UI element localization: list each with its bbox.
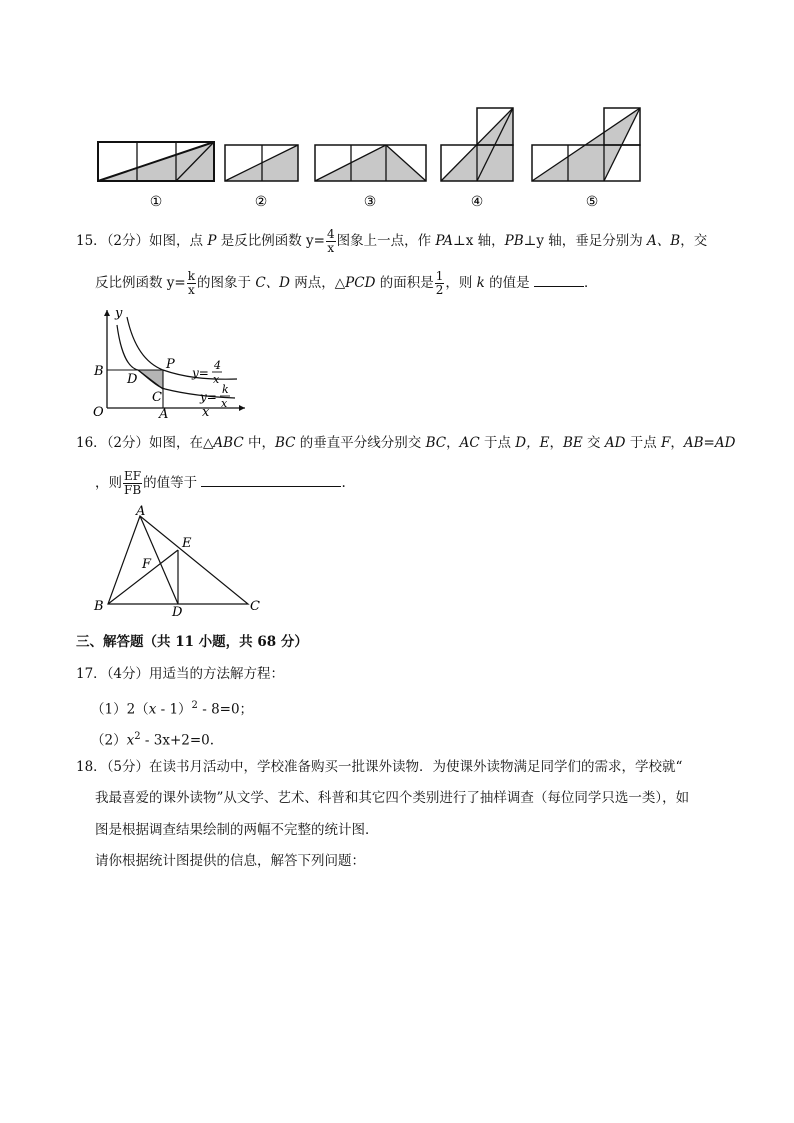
q16-label-a: A [136, 504, 146, 519]
q18-line4: 请你根据统计图提供的信息，解答下列问题： [95, 853, 365, 869]
q16-figure [88, 502, 268, 620]
figure-4 [441, 108, 513, 181]
q15-fraction-k-over-x: $\frac{k}{x}$ [187, 269, 196, 297]
q18-line1: 18．（5分）在读书月活动中，学校准备购买一批课外读物．为使课外读物满足同学们的需求，学校就“ [76, 759, 683, 775]
q15-curve1-den: x [213, 373, 220, 386]
section-3-title: 三、解答题（共 11 小题，共 68 分） [76, 634, 308, 650]
q16-label-c: C [250, 599, 260, 614]
q17-stem: 17．（4分）用适当的方法解方程： [76, 666, 285, 682]
figure-5 [532, 108, 640, 181]
q15-line2: 反比例函数 y= $\frac{k}{x}$ 的图象于 C、D 两点，△PCD 的面积是 $\frac{1}{2}$ ，则 k 的值是 ． [95, 269, 598, 297]
caption-3: ③ [363, 194, 377, 210]
q15-label-b: B [94, 364, 104, 379]
q16-line1: 16．（2分）如图，在△ABC 中，BC 的垂直平分线分别交 BC，AC 于点 D，E，BE 交 AD 于点 F，AB=AD [76, 435, 736, 451]
q16-answer-blank[interactable] [201, 472, 341, 487]
q17-item-1: （1）2（x - 1）$^2$ - 8=0； [91, 700, 254, 718]
q18-line2: 我最喜爱的课外读物”从文学、艺术、科普和其它四个类别进行了抽样调查（每位同学只选一类），如 [95, 790, 690, 806]
q18-line3: 图是根据调查结果绘制的两幅不完整的统计图． [95, 822, 379, 838]
figure-2 [225, 145, 298, 181]
q15-fraction-4-over-x: $\frac{4}{x}$ [326, 227, 335, 255]
q15-label-d: D [127, 372, 138, 387]
q15-fraction-one-half: $\frac{1}{2}$ [435, 269, 444, 297]
q15-curve1-num: 4 [214, 359, 221, 372]
q15-line1: 15．（2分）如图，点 P 是反比例函数 y= $\frac{4}{x}$ 图象上一点，作 PA⊥x 轴，PB⊥y 轴，垂足分别为 A、B，交 [76, 227, 708, 255]
q15-label-c: C [152, 390, 162, 405]
q17-item-2: $(2)x^2 - 3x+2=0$. [91, 731, 215, 749]
q15-curve2-label: y= [200, 390, 217, 404]
q16-label-d: D [172, 605, 183, 620]
q15-figure [85, 305, 255, 420]
caption-2: ② [254, 194, 268, 210]
q15-curve1-label: y= [192, 366, 209, 380]
q15-label-y: y [115, 306, 123, 321]
q16-line2: ，则 $\frac{EF}{FB}$ 的值等于 . [95, 469, 346, 497]
figure-1 [98, 142, 214, 181]
caption-1: ① [149, 194, 163, 210]
q16-label-e: E [182, 536, 192, 551]
q15-label-o: O [93, 405, 104, 420]
q16-fraction-ef-over-fb: $\frac{EF}{FB}$ [124, 469, 142, 497]
q15-label-x: x [202, 405, 210, 420]
q16-label-f: F [142, 557, 152, 572]
q15-label-a: A [159, 407, 169, 420]
caption-4: ④ [470, 194, 484, 210]
figure-3 [315, 145, 426, 181]
q15-curve2-num: k [222, 383, 229, 396]
q15-answer-blank[interactable] [534, 272, 584, 287]
q16-label-b: B [94, 599, 104, 614]
q15-curve2-den: x [221, 397, 228, 410]
caption-5: ⑤ [585, 194, 599, 210]
q15-label-p: P [166, 357, 175, 372]
grid-figures-row [0, 100, 794, 215]
